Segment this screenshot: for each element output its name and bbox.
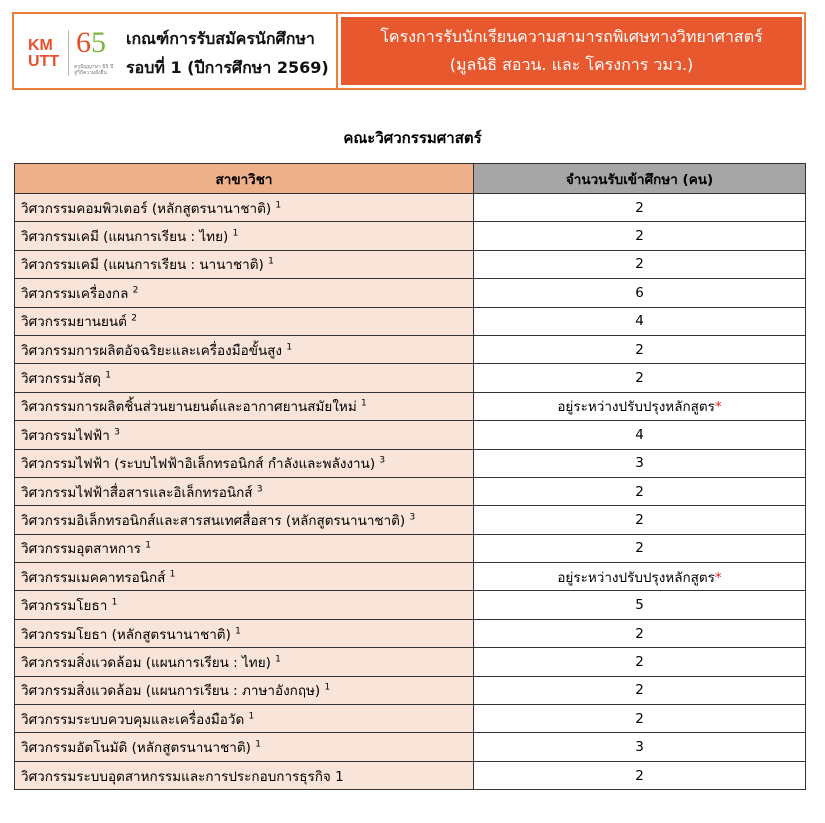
major-name: วิศวกรรมอุตสาหการ $^1$ [15, 534, 474, 562]
quota-count: 2 [474, 619, 806, 647]
major-name: วิศวกรรมไฟฟ้าสื่อสารและอิเล็กทรอนิกส์ $^3$ [15, 477, 474, 505]
footnote-mark: 1 [232, 228, 239, 239]
table-row [15, 392, 806, 420]
quota-count: 5 [474, 591, 806, 619]
header-banner [12, 12, 806, 90]
footnote-mark: 1 [275, 654, 281, 665]
major-name: วิศวกรรมการผลิตชิ้นส่วนยานยนต์และอากาศยานสมัยใหม่ $^1$ [15, 392, 474, 420]
table-row [15, 733, 806, 761]
major-name: วิศวกรรมสิ่งแวดล้อม (แผนการเรียน : ไทย) $^1$ [15, 648, 474, 676]
quota-table [14, 163, 806, 790]
footnote-mark: 1 [169, 569, 176, 580]
footnote-mark: 2 [132, 285, 139, 296]
footnote-mark: 3 [409, 512, 416, 523]
major-name: วิศวกรรมโยธา $^1$ [15, 591, 474, 619]
table-row [15, 506, 806, 534]
quota-count: อยู่ระหว่างปรับปรุงหลักสูตร* [474, 563, 806, 591]
footnote-mark: 1 [235, 626, 241, 637]
footnote-mark: 1 [248, 711, 255, 722]
table-row [15, 307, 806, 335]
table-row [15, 619, 806, 647]
table-row [15, 364, 806, 392]
table-row [15, 705, 806, 733]
footnote-mark: 1 [268, 256, 274, 267]
footnote-mark: 1 [361, 398, 367, 409]
major-name: วิศวกรรมระบบอุตสาหกรรมและการประกอบการธุรกิจ 1 [15, 761, 474, 789]
major-name: วิศวกรรมเครื่องกล $^2$ [15, 279, 474, 307]
table-row [15, 534, 806, 562]
quota-count: 2 [474, 477, 806, 505]
kmutt-logo: KM UTT 65 ครูปัญญาษา 65 ปี สู่วิถีความยั่งยืน [28, 26, 114, 76]
major-name: วิศวกรรมโยธา (หลักสูตรนานาชาติ) $^1$ [15, 619, 474, 647]
program-line-1: โครงการรับนักเรียนความสามารถพิเศษทางวิทยาศาสตร์ [380, 27, 763, 46]
major-name: วิศวกรรมสิ่งแวดล้อม (แผนการเรียน : ภาษาอังกฤษ) $^1$ [15, 676, 474, 704]
admission-title [126, 24, 329, 82]
footnote-mark: 2 [131, 313, 137, 324]
major-name: วิศวกรรมวัสดุ $^1$ [15, 364, 474, 392]
quota-count: 2 [474, 335, 806, 363]
major-name: วิศวกรรมอัตโนมัติ (หลักสูตรนานาชาติ) $^1$ [15, 733, 474, 761]
footnote-mark: 1 [255, 739, 261, 750]
footnote-mark: 1 [324, 682, 331, 693]
table-row [15, 648, 806, 676]
quota-count: 6 [474, 279, 806, 307]
asterisk-mark: * [714, 399, 722, 416]
table-row [15, 477, 806, 505]
table-row [15, 250, 806, 278]
header-count: จำนวนรับเข้าศึกษา (คน) [474, 164, 806, 194]
table-row [15, 591, 806, 619]
table-row [15, 676, 806, 704]
footnote-mark: 1 [275, 200, 282, 211]
title-line-1: เกณฑ์การรับสมัครนักศึกษา [126, 29, 315, 48]
quota-count: อยู่ระหว่างปรับปรุงหลักสูตร* [474, 392, 806, 420]
table-row [15, 449, 806, 477]
footnote-mark: 3 [256, 484, 263, 495]
major-name: วิศวกรรมอิเล็กทรอนิกส์และสารสนเทศสื่อสาร (หลักสูตรนานาชาติ) $^3$ [15, 506, 474, 534]
title-line-2: รอบที่ 1 (ปีการศึกษา 2569) [126, 58, 329, 77]
quota-count: 2 [474, 676, 806, 704]
table-row [15, 563, 806, 591]
footnote-mark: 1 [111, 597, 118, 608]
major-name: วิศวกรรมไฟฟ้า $^3$ [15, 421, 474, 449]
program-box [341, 17, 802, 85]
quota-count: 3 [474, 449, 806, 477]
major-name: วิศวกรรมระบบควบคุมและเครื่องมือวัด $^1$ [15, 705, 474, 733]
quota-count: 2 [474, 250, 806, 278]
major-name: วิศวกรรมเคมี (แผนการเรียน : ไทย) $^1$ [15, 222, 474, 250]
table-row [15, 761, 806, 789]
quota-count: 2 [474, 506, 806, 534]
quota-count: 4 [474, 421, 806, 449]
major-name: วิศวกรรมการผลิตอัจฉริยะและเครื่องมือขั้นสูง $^1$ [15, 335, 474, 363]
quota-count: 2 [474, 222, 806, 250]
table-row [15, 279, 806, 307]
footnote-mark: 1 [105, 370, 111, 381]
table-row [15, 194, 806, 222]
header-major: สาขาวิชา [15, 164, 474, 194]
quota-count: 4 [474, 307, 806, 335]
table-row [15, 335, 806, 363]
program-line-2: (มูลนิธิ สอวน. และ โครงการ วมว.) [449, 55, 694, 74]
major-name: วิศวกรรมไฟฟ้า (ระบบไฟฟ้าอิเล็กทรอนิกส์ กำลังและพลังงาน) $^3$ [15, 449, 474, 477]
major-name: วิศวกรรมคอมพิวเตอร์ (หลักสูตรนานาชาติ) $^1$ [15, 194, 474, 222]
footnote-mark: 3 [379, 455, 386, 466]
major-name: วิศวกรรมเคมี (แผนการเรียน : นานาชาติ) $^1$ [15, 250, 474, 278]
major-name: วิศวกรรมเมคคาทรอนิกส์ $^1$ [15, 563, 474, 591]
table-row [15, 421, 806, 449]
quota-count: 2 [474, 648, 806, 676]
quota-count: 2 [474, 364, 806, 392]
major-name: วิศวกรรมยานยนต์ $^2$ [15, 307, 474, 335]
asterisk-mark: * [714, 569, 722, 586]
footnote-mark: 1 [286, 342, 293, 353]
quota-count: 2 [474, 761, 806, 789]
quota-count: 2 [474, 194, 806, 222]
quota-count: 2 [474, 705, 806, 733]
table-row [15, 222, 806, 250]
footnote-mark: 1 [145, 540, 151, 551]
footnote-mark: 3 [114, 427, 120, 438]
faculty-title: คณะวิศวกรรมศาสตร์ [343, 129, 482, 147]
quota-count: 2 [474, 534, 806, 562]
quota-count: 3 [474, 733, 806, 761]
